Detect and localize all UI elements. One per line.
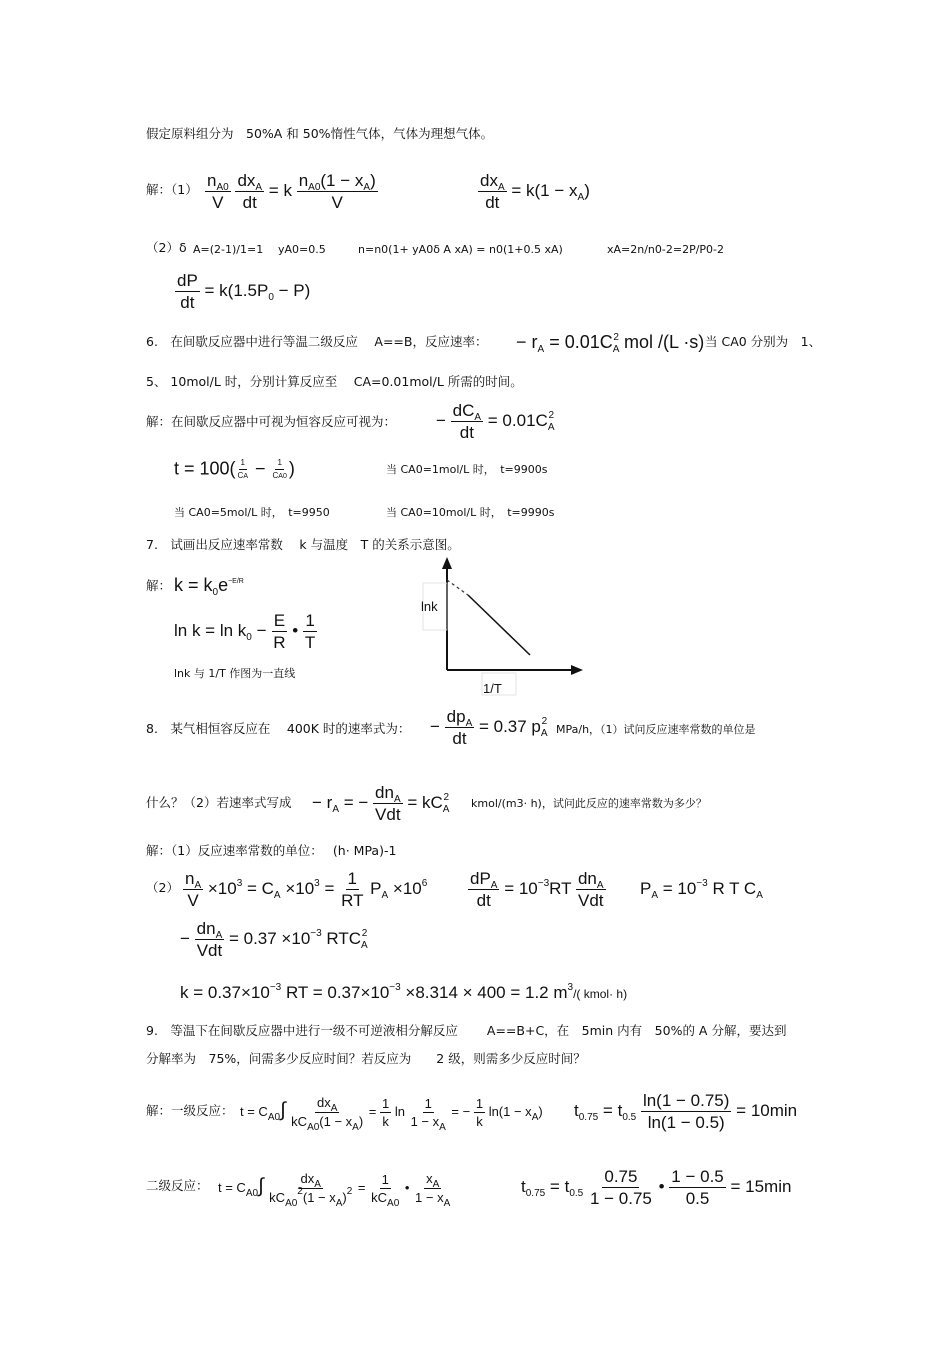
q5-x: xA=2n/n0-2=2P/P0-2 — [607, 243, 725, 256]
q9-second-order-integral: $t = C_{A0}\int$ $\frac{dx_A}{kC_{A0}^2(1 - x_A)^2}$ = $\frac{1}{kC_{A0}}$ • $\frac{x_A}{1 - x_A}$ — [218, 1171, 451, 1209]
q8-equation-2: $\frac{dP_A}{dt}$ = $10^{-3}RT$ $\frac{dn_A}{\text{Vdt}}$ — [470, 869, 604, 910]
q8-line2-tail: kmol/(m3· h)，试问此反应的速率常数为多少？ — [471, 797, 707, 810]
q9-second-order-result: $t_{0.75} = t_{0.5}$ $\frac{0.75}{1 - 0.75}$ • $\frac{1 - 0.5}{0.5}$ = 15min — [521, 1167, 792, 1208]
q8-rate-equation-1: − $\frac{dp_A}{dt}$ = 0.37 $p_A^2$ — [430, 707, 548, 748]
x-axis-label: 1/T — [483, 681, 502, 696]
x-axis-arrow — [571, 665, 583, 675]
q8-solution-1: 解：（1）反应速率常数的单位： (h· MPa)-1 — [146, 843, 397, 858]
q7-line1: 7. 试画出反应速率常数 k 与温度 T 的关系示意图。 — [146, 537, 460, 552]
q6-line1-tail: 当 CA0 分别为 1、 — [705, 334, 822, 349]
q9-line2: 分解率为 75%，问需多少反应时间？若反应为 2 级，则需多少反应时间？ — [146, 1051, 586, 1066]
q8-equation-5: $k = 0.37\times 10^{-3}$ RT = $0.37\times 10^{-3} \times 8.314 \times 400 = 1.2$ $m^3/$( kmol· h) — [180, 982, 628, 1002]
lnk-vs-inverse-T-graph — [410, 555, 595, 700]
q7-solution-label: 解： — [146, 578, 172, 593]
q8-line2: 什么？（2）若速率式写成 — [146, 795, 292, 810]
q5-solution-label: 解：（1） — [146, 182, 198, 197]
q5-part2-label: （2）δ — [146, 240, 187, 255]
q8-line1: 8. 某气相恒容反应在 400K 时的速率式为： — [146, 721, 411, 736]
q9-line1: 9. 等温下在间歇反应器中进行一级不可逆液相分解反应 A==B+C，在 5min 内有 50%的 A 分解，要达到 — [146, 1023, 787, 1038]
q6-result-2: 当 CA0=5mol/L 时， t=9950 — [174, 506, 330, 519]
lnk-line — [468, 595, 530, 655]
q5-y: yA0=0.5 — [278, 243, 326, 256]
q6-equation-2: t = 100( $\frac{1}{CA}$ − $\frac{1}{CA0}$ ) — [174, 458, 295, 480]
q6-rate-equation: − $r_A = 0.01C_A^2$ mol /(L ·s) — [516, 332, 705, 355]
q8-solution-2-label: （2） — [146, 880, 179, 895]
y-axis-arrow — [442, 557, 452, 569]
intro-text: 假定原料组分为 50%A 和 50%惰性气体，气体为理想气体。 — [146, 126, 494, 141]
q7-equation-2: $\ln k = \ln k_0$ − $\frac{E}{R}$ • $\frac{1}{T}$ — [174, 611, 316, 652]
q9-first-order-label: 解：一级反应： — [146, 1103, 234, 1118]
q6-result-3: 当 CA0=10mol/L 时， t=9990s — [386, 506, 555, 519]
q8-rate-equation-2: − $r_A$ = − $\frac{dn_A}{\text{Vdt}}$ = $kC_A^2$ — [312, 783, 450, 824]
q8-equation-1: $\frac{n_A}{V}$ $\times 10^3 = C_A \times 10^3$ = $\frac{1}{RT}$ $P_A \times 10^6$ — [185, 869, 428, 910]
q5-equation-3: $\frac{dP}{dt}$ = $k(1.5P_0 - P)$ — [177, 271, 311, 312]
q5-n: n=n0(1+ yA0δ A xA) = n0(1+0.5 xA) — [358, 243, 563, 256]
q5-equation-2: $\frac{dx_A}{dt}$ = $k(1 - x_A)$ — [480, 171, 590, 212]
q6-line1: 6. 在间歇反应器中进行等温二级反应 A==B，反应速率： — [146, 334, 488, 349]
q7-note: lnk 与 1/T 作图为一直线 — [174, 667, 296, 680]
q5-equation-1: $\frac{n_{A0}}{V}$ $\frac{dx_A}{dt}$ = k $\frac{n_{A0}(1 - x_A)}{V}$ — [207, 171, 376, 212]
extrapolated-line — [447, 580, 468, 595]
q9-second-order-label: 二级反应： — [146, 1178, 209, 1193]
q8-line1-tail: MPa/h，（1）试问反应速率常数的单位是 — [556, 723, 756, 736]
q7-equation-1: $k = k_0e^{-E/R}$ — [174, 575, 244, 598]
q9-second-order-time: 15min — [745, 1176, 792, 1196]
q9-first-order-result: $t_{0.75} = t_{0.5}$ $\frac{\ln(1 - 0.75)}{\ln(1 - 0.5)}$ = 10min — [574, 1091, 798, 1132]
q6-equation-1: − $\frac{dC_A}{dt}$ = $0.01C_A^2$ — [436, 401, 555, 442]
q6-result-1: 当 CA0=1mol/L 时， t=9900s — [386, 463, 548, 476]
q6-line2: 5、 10mol/L 时，分别计算反应至 CA=0.01mol/L 所需的时间。 — [146, 374, 523, 389]
q8-equation-3: $P_A = 10^{-3}$ R T $C_A$ — [640, 878, 763, 901]
q6-solution: 解：在间歇反应器中可视为恒容反应可视为： — [146, 414, 397, 429]
y-axis-label: lnk — [421, 599, 438, 614]
q8-equation-4: − $\frac{dn_A}{\text{Vdt}}$ = $0.37 \times 10^{-3}$ $RTC_A^2$ — [180, 919, 368, 960]
q9-first-order-time: 10min — [750, 1100, 798, 1120]
q5-delta: A=(2-1)/1=1 — [193, 243, 264, 256]
q9-first-order-integral: $t = C_{A0}\int$ $\frac{dx_A}{kC_{A0}(1 - x_A)}$ = $\frac{1}{k}$ ln $\frac{1}{1 - x_A}$ = − $\frac{1}{k}$ $\ln(1 - x_A)$ — [240, 1095, 543, 1133]
